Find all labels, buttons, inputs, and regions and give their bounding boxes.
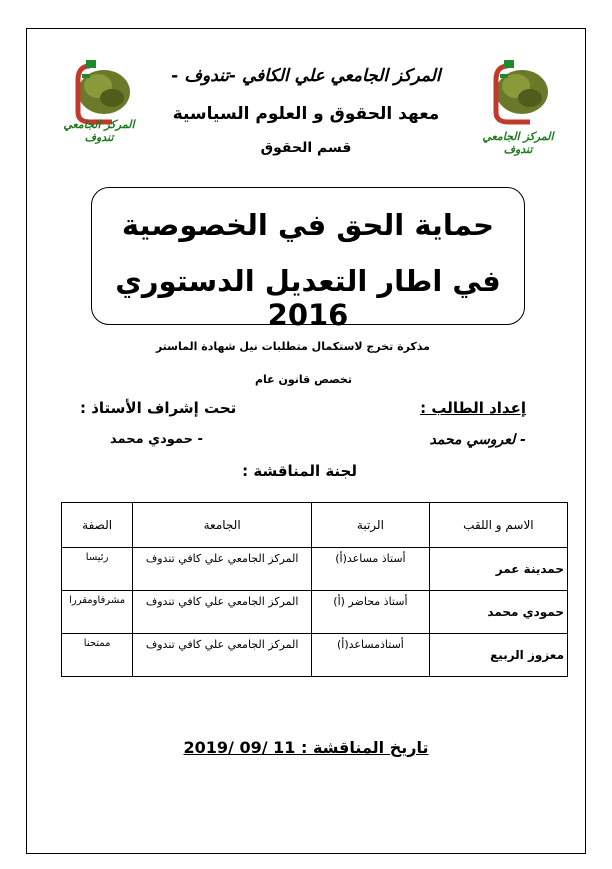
- member-name: معزوز الربيع: [429, 634, 567, 677]
- title-line-2: في اطار التعديل الدستوري 2016: [115, 264, 501, 332]
- header-role: الصفة: [62, 503, 133, 548]
- logo-caption-right: المركز الجامعي تندوف: [482, 130, 554, 156]
- header-university: الجامعة: [133, 503, 312, 548]
- supervisor-label: تحت إشراف الأستاذ :: [80, 399, 237, 417]
- member-rank: أستاذ مساعد(أ): [312, 548, 430, 591]
- title-box: [91, 187, 525, 332]
- header-name: الاسم و اللقب: [429, 503, 567, 548]
- table-row: [62, 634, 568, 677]
- member-university: المركز الجامعي علي كافي تندوف: [133, 634, 312, 677]
- defense-date: [0, 738, 612, 757]
- institute-name: معهد الحقوق و العلوم السياسية: [172, 104, 440, 124]
- table-header-row: [62, 503, 568, 548]
- member-name: حمودي محمد: [429, 591, 567, 634]
- department-name: قسم الحقوق: [260, 140, 352, 156]
- table-row: [62, 591, 568, 634]
- committee-label: لجنة المناقشة :: [242, 462, 357, 480]
- table-row: [62, 548, 568, 591]
- defense-date-text: تاريخ المناقشة : 11 /09 /2019: [183, 738, 429, 757]
- header-rank: الرتبة: [312, 503, 430, 548]
- student-label: إعداد الطالب :: [420, 399, 526, 417]
- title-line-1: حماية الحق في الخصوصية: [121, 208, 495, 242]
- logo-caption-left: المركز الجامعي تندوف: [63, 118, 135, 144]
- committee-table: [61, 502, 568, 677]
- member-role: ممتحنا: [62, 634, 133, 677]
- center-name: المركز الجامعي علي الكافي -تندوف -: [171, 66, 441, 86]
- member-role: رئيسا: [62, 548, 133, 591]
- member-rank: أستاذمساعد(أ): [312, 634, 430, 677]
- supervisor-name: - حمودي محمد: [110, 432, 203, 447]
- student-name: - لعروسي محمد: [429, 432, 526, 448]
- member-role: مشرفاومقررا: [62, 591, 133, 634]
- member-rank: أستاذ محاضر (أ): [312, 591, 430, 634]
- member-name: حمدينة عمر: [429, 548, 567, 591]
- thesis-specialty: تخصص قانون عام: [254, 373, 352, 386]
- thesis-purpose: مذكرة تخرج لاستكمال متطلبات نيل شهادة الماستر: [155, 340, 430, 353]
- member-university: المركز الجامعي علي كافي تندوف: [133, 548, 312, 591]
- member-university: المركز الجامعي علي كافي تندوف: [133, 591, 312, 634]
